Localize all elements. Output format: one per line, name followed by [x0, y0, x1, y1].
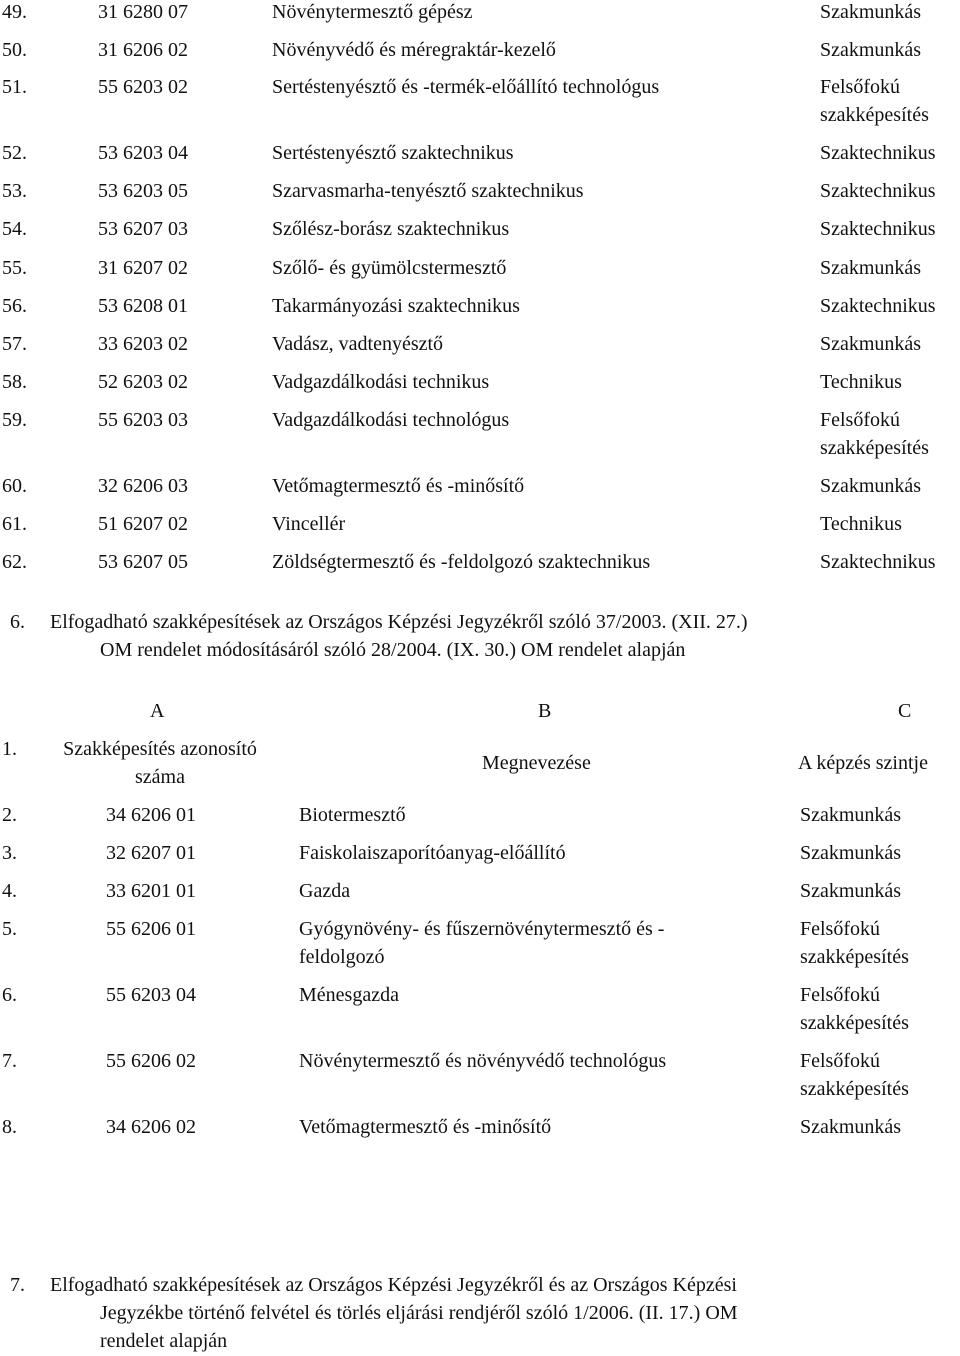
row-number: 62. — [2, 551, 27, 573]
column-letter-c: C — [898, 700, 912, 722]
row-number: 61. — [2, 513, 27, 535]
qualification-name: Faiskolaiszaporítóanyag-előállító — [299, 842, 566, 864]
qualification-name: Növénytermesztő és növényvédő technológus — [299, 1050, 667, 1072]
qualification-level: Szakmunkás — [800, 880, 902, 902]
qualification-code: 32 6206 03 — [98, 475, 188, 497]
qualification-code: 32 6207 01 — [106, 842, 196, 864]
section-title-line: OM rendelet módosításáról szóló 28/2004. (IX. 30.) OM rendelet alapján — [100, 639, 686, 661]
qualification-code: 53 6207 03 — [98, 218, 188, 240]
qualification-code: 33 6201 01 — [106, 880, 196, 902]
row-number: 51. — [2, 76, 27, 98]
qualification-level: Szakmunkás — [820, 333, 922, 355]
row-number: 57. — [2, 333, 27, 355]
qualification-name: Szarvasmarha-tenyésztő szaktechnikus — [272, 180, 584, 202]
qualification-level: Felsőfokú szakképesítés — [800, 1050, 909, 1100]
qualification-name: Biotermesztő — [299, 804, 406, 826]
qualification-code: 55 6203 04 — [106, 984, 196, 1006]
qualification-level: Szaktechnikus — [820, 180, 936, 202]
header-code: Szakképesítés azonosító száma — [63, 738, 257, 788]
qualification-level: Felsőfokú szakképesítés — [820, 409, 929, 459]
qualification-code: 51 6207 02 — [98, 513, 188, 535]
qualification-name: Zöldségtermesztő és -feldolgozó szaktechnikus — [272, 551, 651, 573]
section-title-line: Jegyzékbe történő felvétel és törlés eljárási rendjéről szóló 1/2006. (II. 17.) OM — [100, 1302, 738, 1324]
qualification-level: Szakmunkás — [820, 475, 922, 497]
qualification-level: Felsőfokú szakképesítés — [800, 984, 909, 1034]
qualification-level: Felsőfokú szakképesítés — [820, 76, 929, 126]
section-number: 7. — [10, 1274, 25, 1296]
qualification-name: Vincellér — [272, 513, 346, 535]
qualification-name: Növényvédő és méregraktár-kezelő — [272, 39, 556, 61]
qualification-name: Szőlő- és gyümölcstermesztő — [272, 257, 507, 279]
section-number: 6. — [10, 611, 25, 633]
row-number: 4. — [2, 880, 17, 902]
qualification-name: Vetőmagtermesztő és -minősítő — [272, 475, 525, 497]
qualification-level: Szaktechnikus — [820, 551, 936, 573]
row-number: 52. — [2, 142, 27, 164]
header-level: A képzés szintje — [798, 752, 928, 774]
row-number: 50. — [2, 39, 27, 61]
qualification-name: Növénytermesztő gépész — [272, 1, 473, 23]
section-title-line: Elfogadható szakképesítések az Országos Képzési Jegyzékről és az Országos Képzési — [50, 1274, 737, 1296]
qualification-level: Technikus — [820, 513, 902, 535]
qualification-level: Szakmunkás — [800, 804, 902, 826]
qualification-code: 34 6206 01 — [106, 804, 196, 826]
section-title-line: Elfogadható szakképesítések az Országos Képzési Jegyzékről szóló 37/2003. (XII. 27.) — [50, 611, 748, 633]
qualification-level: Szaktechnikus — [820, 142, 936, 164]
header-row-number: 1. — [2, 738, 17, 760]
qualification-code: 31 6280 07 — [98, 1, 188, 23]
row-number: 55. — [2, 257, 27, 279]
row-number: 49. — [2, 1, 27, 23]
row-number: 56. — [2, 295, 27, 317]
qualification-name: Sertéstenyésztő szaktechnikus — [272, 142, 514, 164]
qualification-name: Takarmányozási szaktechnikus — [272, 295, 520, 317]
section-title — [50, 608, 900, 664]
qualification-level: Szaktechnikus — [820, 218, 936, 240]
column-letter-a: A — [150, 700, 165, 722]
qualification-level: Technikus — [820, 371, 902, 393]
qualification-code: 53 6207 05 — [98, 551, 188, 573]
qualification-code: 34 6206 02 — [106, 1116, 196, 1138]
qualification-code: 55 6203 02 — [98, 76, 188, 98]
row-number: 7. — [2, 1050, 17, 1072]
qualification-code: 55 6206 02 — [106, 1050, 196, 1072]
row-number: 53. — [2, 180, 27, 202]
row-number: 58. — [2, 371, 27, 393]
qualification-level: Szaktechnikus — [820, 295, 936, 317]
section-title-line: rendelet alapján — [100, 1330, 228, 1352]
qualification-name: Szőlész-borász szaktechnikus — [272, 218, 510, 240]
column-letter-b: B — [538, 700, 552, 722]
header-name: Megnevezése — [482, 752, 591, 774]
qualification-code: 31 6207 02 — [98, 257, 188, 279]
row-number: 8. — [2, 1116, 17, 1138]
qualification-name: Vetőmagtermesztő és -minősítő — [299, 1116, 552, 1138]
section-title — [50, 1271, 930, 1355]
qualification-name: Gazda — [299, 880, 351, 902]
table-header-row — [0, 735, 960, 791]
qualification-level: Szakmunkás — [800, 1116, 902, 1138]
row-number: 3. — [2, 842, 17, 864]
qualification-code: 31 6206 02 — [98, 39, 188, 61]
row-number: 6. — [2, 984, 17, 1006]
qualification-code: 53 6208 01 — [98, 295, 188, 317]
qualification-name: Gyógynövény- és fűszernövénytermesztő és - feldolgozó — [299, 918, 665, 968]
qualification-level: Szakmunkás — [800, 842, 902, 864]
row-number: 60. — [2, 475, 27, 497]
qualification-name: Vadász, vadtenyésztő — [272, 333, 444, 355]
qualification-code: 53 6203 05 — [98, 180, 188, 202]
row-number: 5. — [2, 918, 17, 940]
qualification-code: 53 6203 04 — [98, 142, 188, 164]
qualification-code: 55 6203 03 — [98, 409, 188, 431]
row-number: 2. — [2, 804, 17, 826]
qualification-name: Sertéstenyésztő és -termék-előállító technológus — [272, 76, 660, 98]
qualification-code: 33 6203 02 — [98, 333, 188, 355]
qualification-name: Vadgazdálkodási technikus — [272, 371, 490, 393]
qualification-level: Szakmunkás — [820, 257, 922, 279]
qualification-level: Szakmunkás — [820, 39, 922, 61]
row-number: 54. — [2, 218, 27, 240]
qualification-name: Ménesgazda — [299, 984, 399, 1006]
row-number: 59. — [2, 409, 27, 431]
qualification-level: Felsőfokú szakképesítés — [800, 918, 909, 968]
qualification-level: Szakmunkás — [820, 1, 922, 23]
qualification-name: Vadgazdálkodási technológus — [272, 409, 510, 431]
qualification-code: 52 6203 02 — [98, 371, 188, 393]
qualification-code: 55 6206 01 — [106, 918, 196, 940]
